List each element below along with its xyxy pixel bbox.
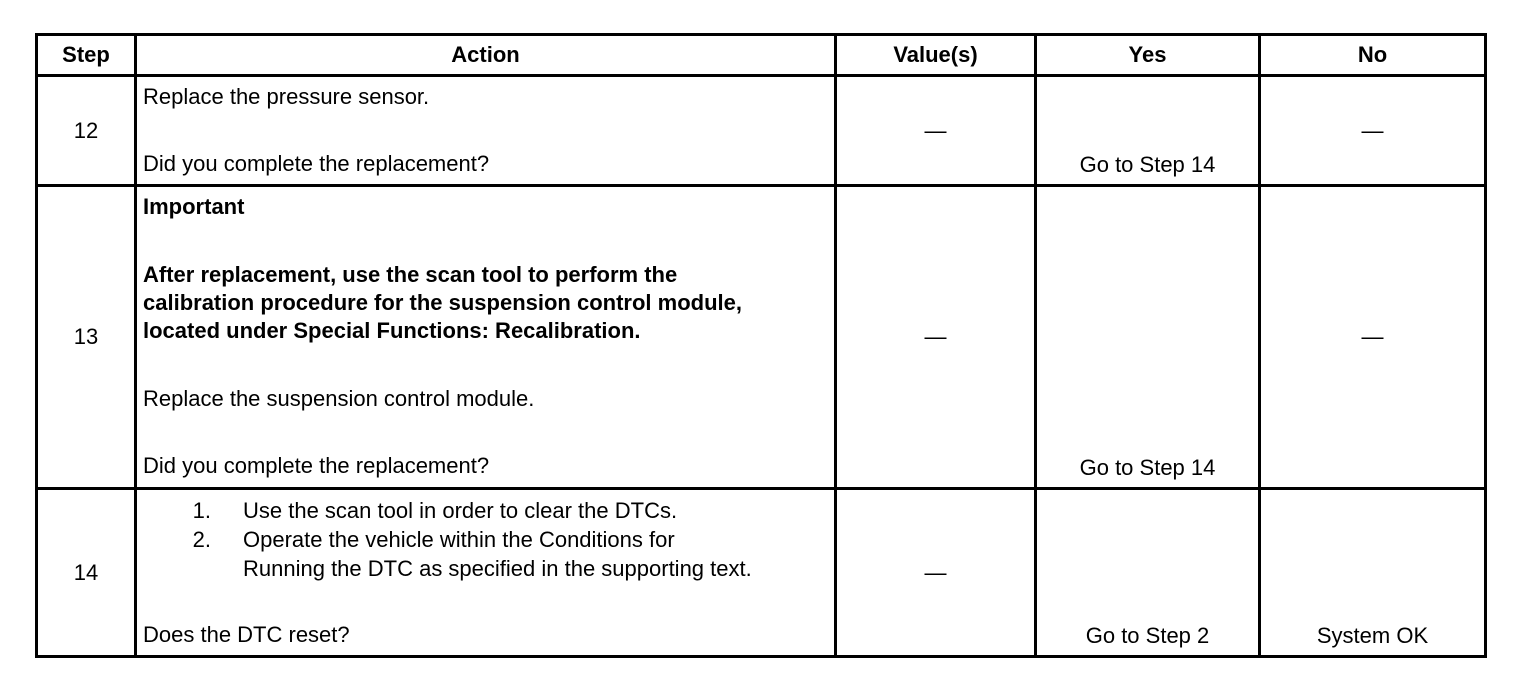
step-cell: 13 <box>37 186 136 489</box>
list-text: Operate the vehicle within the Conditions for <box>243 527 675 552</box>
action-question: Does the DTC reset? <box>143 622 350 647</box>
action-question: Did you complete the replacement? <box>143 151 490 176</box>
header-values: Value(s) <box>836 35 1036 76</box>
table-row <box>37 489 1486 657</box>
important-text: After replacement, use the scan tool to perform the <box>143 262 678 287</box>
list-item <box>143 496 826 525</box>
no-cell: System OK <box>1260 489 1486 657</box>
list-text: Running the DTC as specified in the supporting text. <box>243 556 752 581</box>
step-cell: 12 <box>37 76 136 186</box>
important-title: Important <box>143 194 245 219</box>
action-cell <box>136 489 836 657</box>
no-cell: — <box>1260 76 1486 186</box>
header-no: No <box>1260 35 1486 76</box>
yes-cell: Go to Step 2 <box>1036 489 1260 657</box>
yes-cell: Go to Step 14 <box>1036 186 1260 489</box>
header-row <box>37 35 1486 76</box>
action-text: Replace the suspension control module. <box>143 386 535 411</box>
value-cell: — <box>836 76 1036 186</box>
value-cell: — <box>836 186 1036 489</box>
action-question: Did you complete the replacement? <box>143 453 490 478</box>
list-text: Use the scan tool in order to clear the DTCs. <box>243 498 678 523</box>
yes-cell: Go to Step 14 <box>1036 76 1260 186</box>
no-cell: — <box>1260 186 1486 489</box>
list-item <box>143 525 826 554</box>
list-item-continuation <box>143 554 826 583</box>
important-text: calibration procedure for the suspension control module, <box>143 290 742 315</box>
header-action: Action <box>136 35 836 76</box>
table-row <box>37 76 1486 186</box>
table-row <box>37 186 1486 489</box>
header-yes: Yes <box>1036 35 1260 76</box>
action-cell <box>136 76 836 186</box>
diagnostic-table <box>35 33 1487 658</box>
action-cell <box>136 186 836 489</box>
list-number: 1. <box>192 498 211 523</box>
header-step: Step <box>37 35 136 76</box>
list-number: 2. <box>192 527 211 552</box>
action-text: Replace the pressure sensor. <box>143 84 430 109</box>
step-cell: 14 <box>37 489 136 657</box>
important-text: located under Special Functions: Recalibration. <box>143 318 641 343</box>
value-cell: — <box>836 489 1036 657</box>
